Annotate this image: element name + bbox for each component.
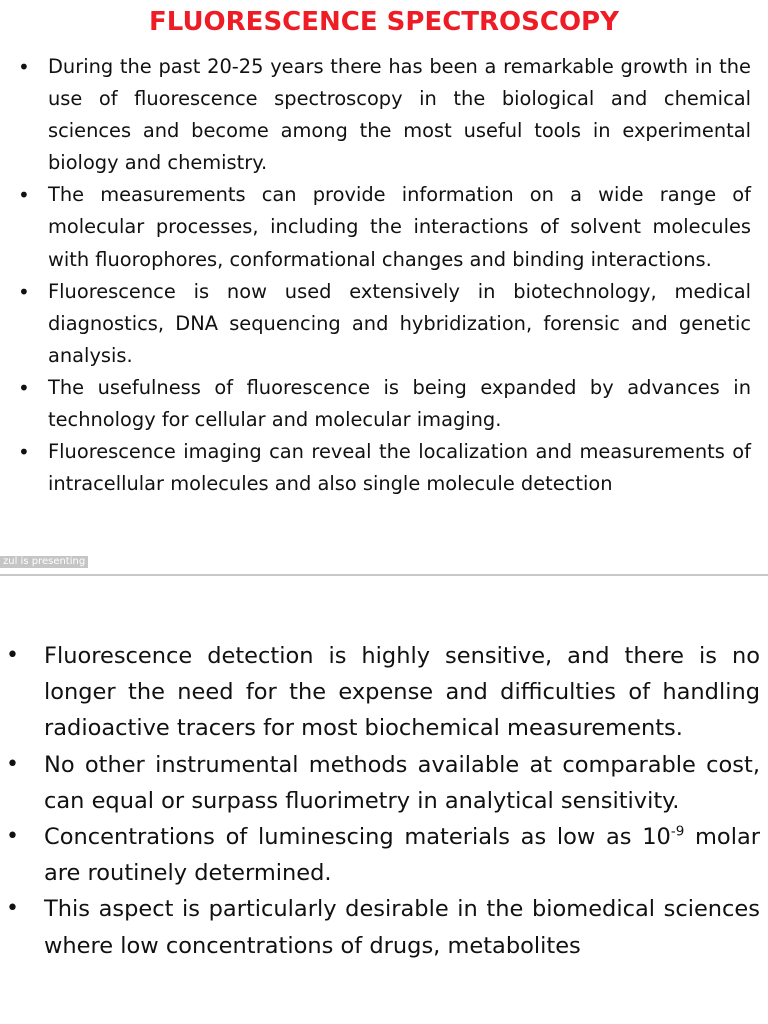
slide-2 — [0, 576, 768, 1024]
bullet-list — [6, 638, 760, 964]
slide-title: FLUORESCENCE SPECTROSCOPY — [149, 7, 619, 37]
bullet-item — [6, 747, 760, 819]
bullet-dot-icon: • — [18, 55, 30, 79]
bullet-item — [18, 372, 751, 436]
bullet-item — [18, 51, 751, 179]
bullet-text: Concentrations of luminescing materials as low as 10 — [44, 824, 671, 851]
bullet-item — [6, 891, 760, 963]
bullet-dot-icon: • — [18, 440, 30, 465]
bullet-text: The measurements can provide information on a wide range of molecular processes, including the interactions of solvent molecules with fluorophores, conformational changes and binding interactions. — [48, 183, 751, 271]
bullet-dot-icon: • — [18, 375, 30, 400]
bullet-dot-icon: • — [6, 824, 19, 850]
bullet-item — [18, 179, 751, 275]
bullet-text: The usefulness of fluorescence is being expanded by advances in technology for cellular and molecular imaging. — [48, 375, 751, 432]
bullet-text: Fluorescence imaging can reveal the localization and measurements of intracellular molecules and also single molecule detection — [48, 440, 751, 496]
bullet-item — [6, 819, 760, 891]
bullet-text-continued: molar are routinely determined. — [44, 824, 760, 887]
bullet-dot-icon: • — [18, 183, 30, 208]
bullet-dot-icon: • — [6, 643, 19, 668]
bullet-text: During the past 20-25 years there has been a remarkable growth in the use of fluorescence spectroscopy in the biological and chemical sciences and become among the most useful tools in experimental biology and chemistry. — [48, 55, 751, 175]
bullet-text: This aspect is particularly desirable in the biomedical sciences where low concentrations of drugs, metabolites — [44, 896, 760, 959]
bullet-dot-icon: • — [6, 751, 19, 777]
bullet-item — [18, 436, 751, 500]
presenter-watermark: zul is presenting — [0, 556, 88, 568]
bullet-item — [18, 276, 751, 372]
bullet-item — [6, 638, 760, 747]
bullet-list — [18, 51, 751, 500]
bullet-text: Fluorescence is now used extensively in biotechnology, medical diagnostics, DNA sequencing and hybridization, forensic and genetic analysis. — [48, 279, 751, 367]
bullet-dot-icon: • — [18, 279, 30, 304]
bullet-text: No other instrumental methods available at comparable cost, can equal or surpass fluorimetry in analytical sensitivity. — [44, 751, 760, 814]
bullet-dot-icon: • — [6, 896, 19, 922]
exponent: -9 — [670, 823, 685, 840]
bullet-text: Fluorescence detection is highly sensitive, and there is no longer the need for the expense and difficulties of handling radioactive tracers for most biochemical measurements. — [44, 643, 760, 742]
